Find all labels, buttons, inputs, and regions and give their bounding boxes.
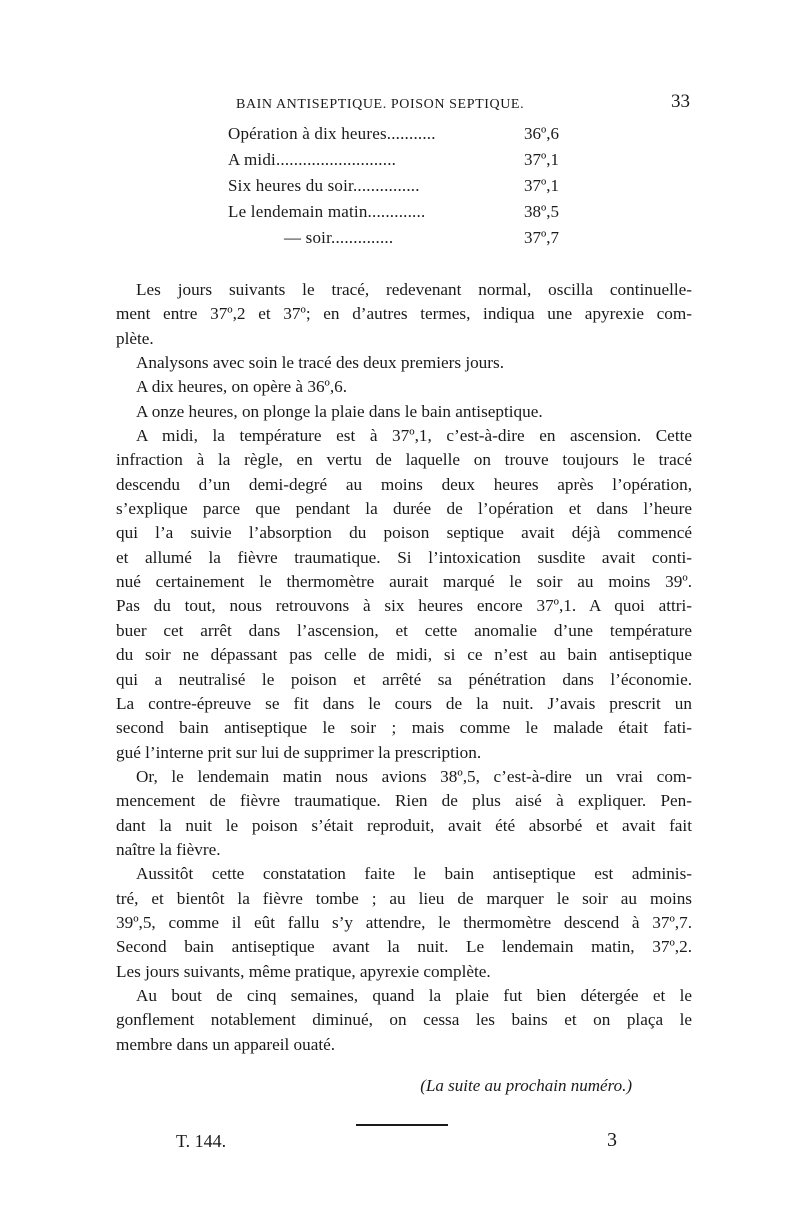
text-line: Au bout de cinq semaines, quand la plaie fut bien détergée et le xyxy=(136,985,692,1005)
paragraph xyxy=(116,351,692,375)
text-line: A onze heures, on plonge la plaie dans le bain antiseptique. xyxy=(136,401,543,421)
temperature-row xyxy=(228,124,584,150)
text-line: et allumé la fièvre traumatique. Si l’intoxication susdite avait conti- xyxy=(116,547,692,567)
text-line: du soir ne dépassant pas celle de midi, si ce n’est au bain antiseptique xyxy=(116,645,692,665)
text-line: La contre-épreuve se fit dans le cours de la nuit. J’avais prescrit un xyxy=(116,693,692,713)
page-number: 33 xyxy=(671,91,690,112)
text-line: second bain antiseptique le soir ; mais comme le malade était fati- xyxy=(116,718,692,738)
paragraph xyxy=(116,375,692,399)
text-line: Les jours suivants, même pratique, apyrexie complète. xyxy=(116,961,491,981)
temperature-row xyxy=(228,150,584,176)
text-line: gué l’interne prit sur lui de supprimer la prescription. xyxy=(116,742,482,762)
text-line: Or, le lendemain matin nous avions 38º,5, c’est-à-dire un vrai com- xyxy=(136,766,692,786)
temperature-row xyxy=(228,228,584,254)
paragraph xyxy=(116,278,692,351)
temperature-value: 37º,7 xyxy=(524,228,560,247)
temperature-value: 37º,1 xyxy=(524,150,560,169)
text-line: dant la nuit le poison s’était reproduit, avait été absorbé et avait fait xyxy=(116,815,692,835)
text-line: descendu d’un demi-degré au moins deux heures après l’opération, xyxy=(116,474,692,494)
temperature-value: 37º,1 xyxy=(524,176,560,195)
text-line: Les jours suivants le tracé, redevenant normal, oscilla continuelle- xyxy=(136,280,692,299)
text-line: Analysons avec soin le tracé des deux premiers jours. xyxy=(136,353,504,373)
text-line: Aussitôt cette constatation faite le bain antiseptique est adminis- xyxy=(136,864,692,884)
text-line: A midi, la température est à 37º,1, c’est-à-dire en ascension. Cette xyxy=(136,426,692,446)
text-line: membre dans un appareil ouaté. xyxy=(116,1034,336,1054)
paragraph xyxy=(116,765,692,862)
printer-signature: T. 144. xyxy=(176,1131,227,1151)
text-line: Pas du tout, nous retrouvons à six heures encore 37º,1. A quoi attri- xyxy=(116,596,692,616)
text-line: naître la fièvre. xyxy=(116,839,221,859)
paragraph xyxy=(116,424,692,765)
text-line: ment entre 37º,2 et 37º; en d’autres termes, indiqua une apyrexie com- xyxy=(116,304,692,324)
body-text xyxy=(116,278,692,1057)
temperature-value: 36º,6 xyxy=(524,124,560,143)
running-title: BAIN ANTISEPTIQUE. POISON SEPTIQUE. xyxy=(236,97,525,112)
text-line: buer cet arrêt dans l’ascension, et cette anomalie d’une température xyxy=(116,620,692,640)
temperature-row xyxy=(228,202,584,228)
temperature-row xyxy=(228,176,584,202)
text-line: qui l’a suivie l’absorption du poison septique avait déjà commencé xyxy=(116,523,692,543)
text-line: gonflement notablement diminué, on cessa les bains et on plaça le xyxy=(116,1010,692,1030)
temperature-label: — soir.............. xyxy=(284,228,394,247)
text-line: plète. xyxy=(116,328,154,348)
text-line: nué certainement le thermomètre aurait marqué le soir au moins 39º. xyxy=(116,572,692,592)
temperature-label: Six heures du soir............... xyxy=(228,176,420,195)
text-line: mencement de fièvre traumatique. Rien de plus aisé à expliquer. Pen- xyxy=(116,791,692,811)
text-line: tré, et bientôt la fièvre tombe ; au lieu de marquer le soir au moins xyxy=(116,888,692,908)
temperature-table xyxy=(228,124,584,254)
temperature-value: 38º,5 xyxy=(524,202,560,221)
temperature-label: Opération à dix heures........... xyxy=(228,124,436,143)
text-line: 39º,5, comme il eût fallu s’y attendre, le thermomètre descend à 37º,7. xyxy=(116,912,692,932)
text-line: qui a neutralisé le poison et arrêté sa pénétration dans l’économie. xyxy=(116,669,692,689)
sheet-number: 3 xyxy=(607,1129,617,1151)
temperature-label: Le lendemain matin............. xyxy=(228,202,426,221)
paragraph xyxy=(116,984,692,1057)
paragraph xyxy=(116,400,692,424)
text-line: infraction à la règle, en vertu de laquelle on trouve toujours le tracé xyxy=(116,450,692,470)
paragraph xyxy=(116,862,692,984)
separator-rule xyxy=(356,1124,448,1126)
continuation-note: (La suite au prochain numéro.) xyxy=(420,1076,632,1095)
text-line: Second bain antiseptique avant la nuit. Le lendemain matin, 37º,2. xyxy=(116,937,692,957)
temperature-label: A midi........................... xyxy=(228,150,397,169)
text-line: A dix heures, on opère à 36º,6. xyxy=(136,377,348,397)
text-line: s’explique parce que pendant la durée de l’opération et dans l’heure xyxy=(116,499,692,519)
page-header xyxy=(118,91,690,119)
